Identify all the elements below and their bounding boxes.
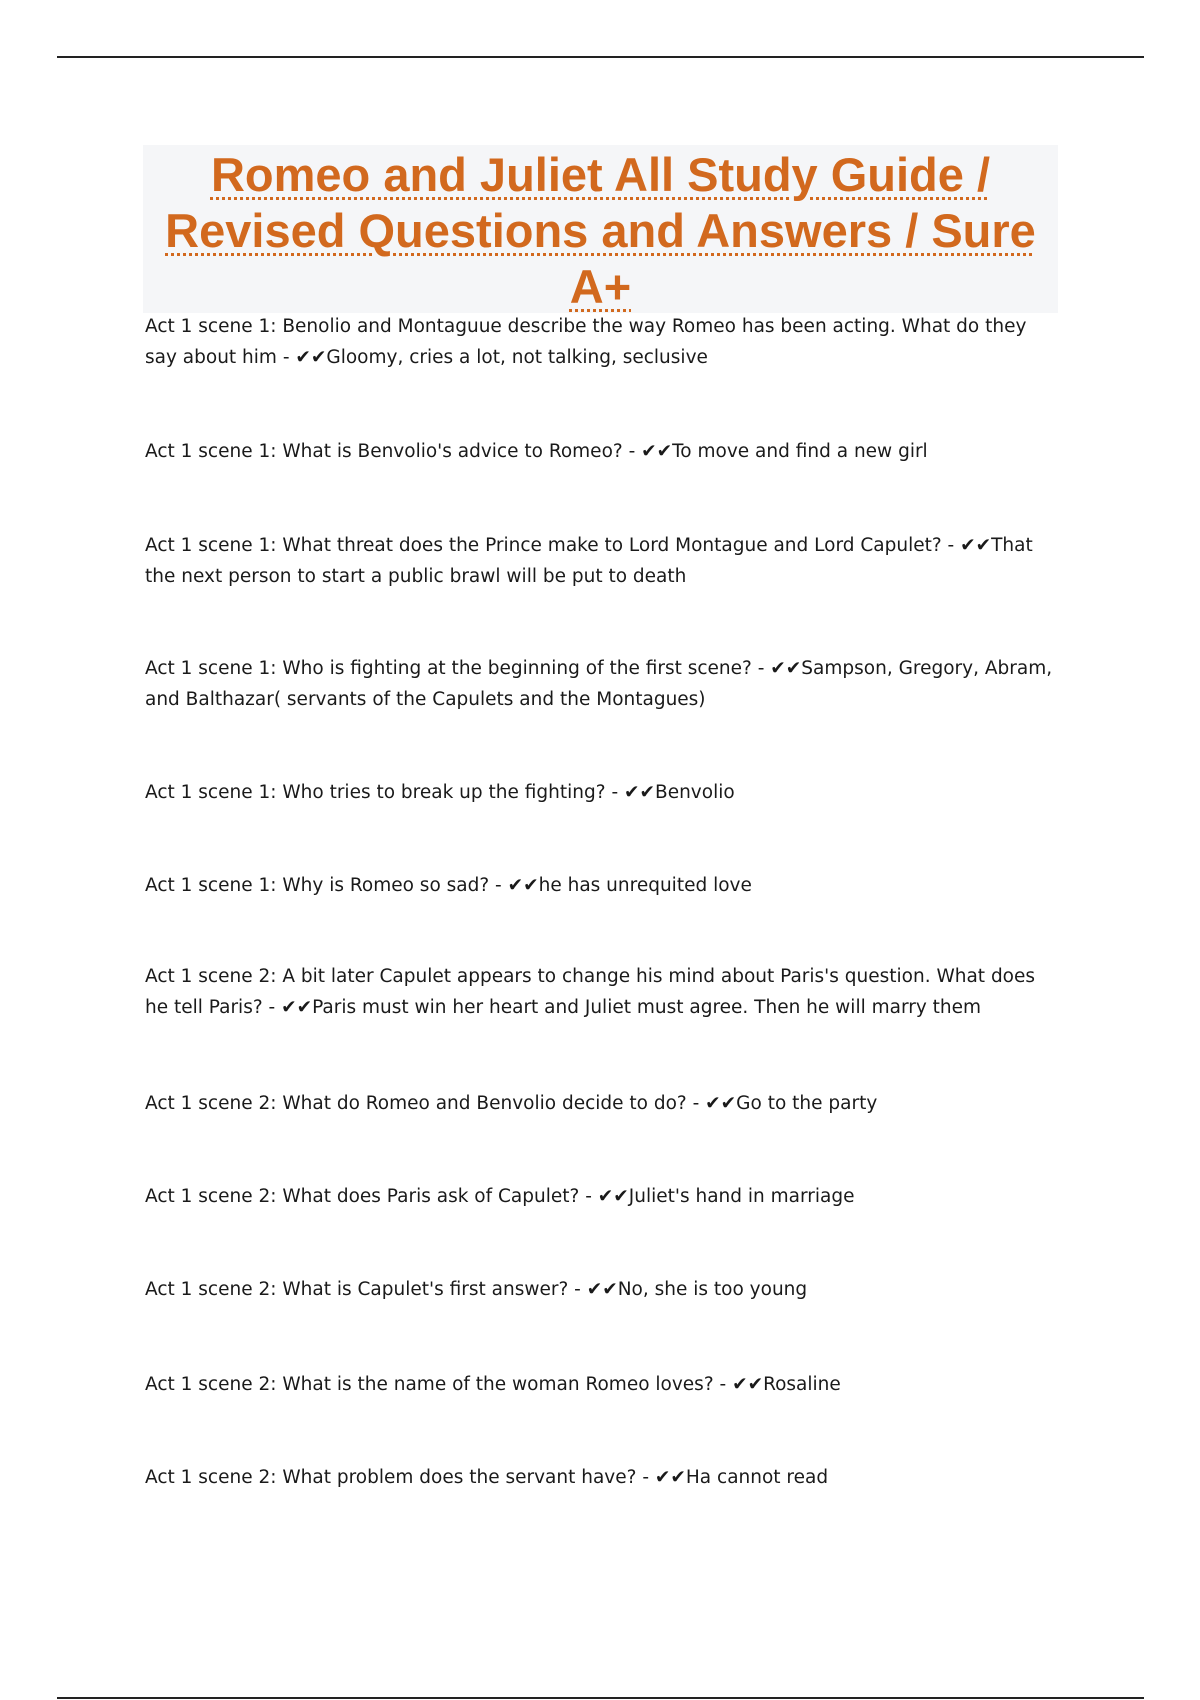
qa-item: Act 1 scene 2: What does Paris ask of Capulet? - ✔✔Juliet's hand in marriage bbox=[145, 1186, 855, 1207]
qa-item: Act 1 scene 1: Why is Romeo so sad? - ✔✔he has unrequited love bbox=[145, 875, 752, 896]
page-title: Romeo and Juliet All Study Guide / Revised Questions and Answers / Sure A+ bbox=[165, 148, 1036, 313]
qa-item: Act 1 scene 1: Benolio and Montaguue describe the way Romeo has been acting. What do they say about him - ✔✔Gloomy, cries a lot, not talking, seclusive bbox=[145, 316, 1027, 368]
title-banner bbox=[143, 145, 1058, 313]
qa-item: Act 1 scene 2: What do Romeo and Benvolio decide to do? - ✔✔Go to the party bbox=[145, 1093, 878, 1114]
qa-item: Act 1 scene 2: A bit later Capulet appears to change his mind about Paris's question. What does he tell Paris? - ✔✔Paris must win her heart and Juliet must agree. Then he will marry them bbox=[145, 966, 1036, 1018]
qa-item: Act 1 scene 1: What threat does the Prince make to Lord Montague and Lord Capulet? - ✔✔That the next person to start a public brawl will be put to death bbox=[145, 535, 1033, 587]
top-rule bbox=[57, 56, 1144, 58]
bottom-rule bbox=[57, 1697, 1144, 1699]
qa-item: Act 1 scene 1: What is Benvolio's advice to Romeo? - ✔✔To move and find a new girl bbox=[145, 441, 928, 462]
qa-item: Act 1 scene 2: What is Capulet's first answer? - ✔✔No, she is too young bbox=[145, 1279, 808, 1300]
qa-item: Act 1 scene 1: Who is fighting at the beginning of the first scene? - ✔✔Sampson, Gregory, Abram, and Balthazar( servants of the Capulets and the Montagues) bbox=[145, 658, 1053, 710]
qa-item: Act 1 scene 2: What problem does the servant have? - ✔✔Ha cannot read bbox=[145, 1467, 829, 1488]
qa-item: Act 1 scene 2: What is the name of the woman Romeo loves? - ✔✔Rosaline bbox=[145, 1374, 841, 1395]
qa-item: Act 1 scene 1: Who tries to break up the fighting? - ✔✔Benvolio bbox=[145, 782, 735, 803]
